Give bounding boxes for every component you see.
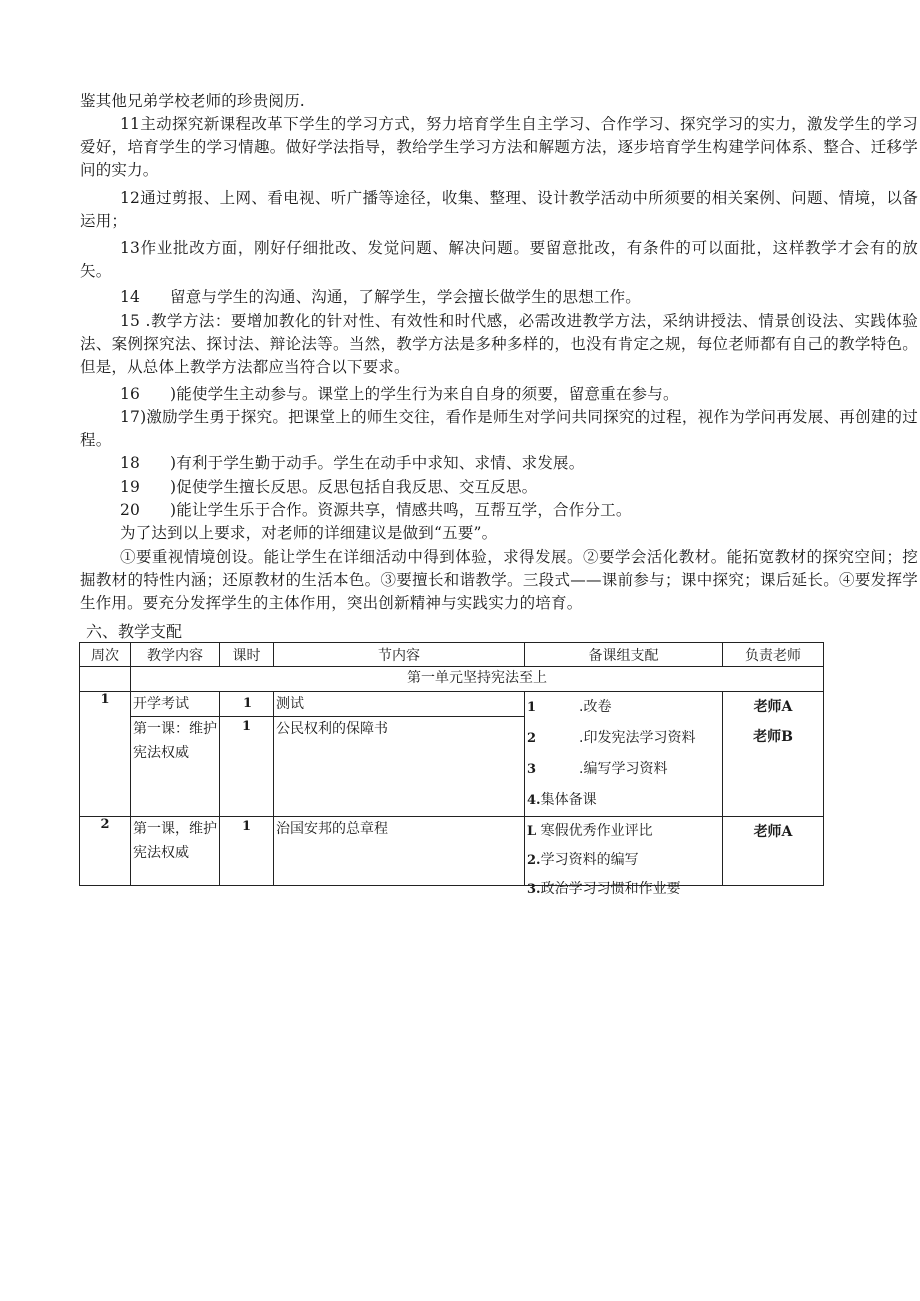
- header-section: 节内容: [274, 643, 525, 667]
- table-cell: 老师A: [753, 824, 793, 840]
- unit-row: [80, 667, 824, 692]
- week-number: 2: [80, 817, 131, 886]
- paragraph-15: 15 .教学方法：要增加教化的针对性、有效性和时代感，必需改进教学方法，采纳讲授法、情景创设法、实践体验法、案例探究法、探讨法、辩论法等。当然，教学方法是多种多样的，也没有肯定之规，每位老师都有自己的教学特色。但是，从总体上教学方法都应当符合以下要求。: [80, 312, 918, 376]
- paragraph-11: 11主动探究新课程改革下学生的学习方式，努力培育学生自主学习、合作学习、探究学习的实力，激发学生的学习爱好，培育学生的学习情趣。做好学法指导，教给学生学习方法和解题方法，逐步培育学生构建学问体系、整合、迁移学问的实力。: [80, 115, 918, 179]
- item-number: 19: [120, 478, 141, 496]
- table-cell: 1: [220, 692, 273, 717]
- item-number: 20: [120, 501, 141, 519]
- week-1-hours-cell: [220, 692, 274, 817]
- item-number: 14: [120, 288, 141, 306]
- week-1-section-cell: [274, 692, 525, 817]
- list-item: 4.集体备课: [527, 792, 597, 808]
- paragraph-18: 18 )有利于学生勤于动手。学生在动手中求知、求情、求发展。: [80, 452, 918, 475]
- header-hours: 课时: [220, 643, 274, 667]
- table-cell: 老师A: [753, 699, 793, 715]
- table-cell: 1: [241, 719, 252, 734]
- table-cell: 第一课，维护宪法权威: [133, 821, 217, 861]
- week-number: 1: [80, 692, 131, 817]
- paragraph-requirements-intro: 为了达到以上要求，对老师的详细建议是做到“五要”。: [120, 524, 498, 542]
- week-2-hours-cell: [220, 817, 274, 886]
- table-cell: 治国安邦的总章程: [276, 821, 388, 837]
- week-2-teacher-cell: [723, 817, 824, 886]
- prep-list-clipped: [525, 817, 722, 897]
- list-item: 3 .编写学习资料: [527, 761, 668, 777]
- table-cell: 老师B: [753, 729, 793, 745]
- table-header-row: [80, 643, 824, 667]
- paragraph-17: 17)激励学生勇于探究。把课堂上的师生交往，看作是师生对学问共同探究的过程，视作为学问再发展、再创建的过程。: [80, 408, 918, 449]
- week-1-teacher-cell: [723, 692, 824, 817]
- week-1-prep-cell: [525, 692, 723, 817]
- paragraph-16: 16 )能使学生主动参与。课堂上的学生行为来自自身的须要，留意重在参与。: [80, 383, 918, 406]
- table-cell: 开学考试: [131, 692, 219, 717]
- paragraph-five-requirements: ①要重视情境创设。能让学生在详细活动中得到体验，求得发展。②要学会活化教材。能拓宽教材的探究空间；挖掘教材的特性内涵；还原教材的生活本色。③要擅长和谐教学。三段式——课前参与；课中探究；课后延长。④要发挥学生作用。要充分发挥学生的主体作用，突出创新精神与实践实力的培育。: [80, 548, 918, 612]
- header-prep: 备课组支配: [525, 643, 723, 667]
- list-item: 2.学习资料的编写: [527, 852, 639, 868]
- list-item: 3.政治学习习惯和作业要: [527, 881, 681, 897]
- teaching-plan-table: [79, 642, 824, 897]
- week-2-section-cell: [274, 817, 525, 886]
- header-week: 周次: [80, 643, 131, 667]
- table-cell: 第一课：维护宪法权威: [133, 721, 217, 761]
- week-1-content-cell: [131, 692, 220, 817]
- section-title: 六、教学支配: [86, 622, 183, 641]
- list-item: L 寒假优秀作业评比: [527, 823, 653, 839]
- paragraph-13: 13作业批改方面，刚好仔细批改、发觉问题、解决问题。要留意批改，有条件的可以面批，这样教学才会有的放矢。: [80, 239, 918, 280]
- header-teacher: 负责老师: [723, 643, 824, 667]
- week-2-prep-cell: [525, 817, 723, 897]
- paragraph-19: 19 )促使学生擅长反思。反思包括自我反思、交互反思。: [80, 476, 918, 499]
- table-cell: 1: [241, 819, 252, 834]
- unit-row-blank: [80, 667, 131, 692]
- paragraph-20: 20 )能让学生乐于合作。资源共享，情感共鸣，互帮互学，合作分工。: [80, 499, 918, 522]
- table-row-week-1: [80, 692, 824, 817]
- list-item: 2 .印发宪法学习资料: [527, 730, 696, 746]
- header-content: 教学内容: [131, 643, 220, 667]
- list-item: 1 .改卷: [527, 699, 612, 715]
- item-number: 16: [120, 385, 141, 403]
- paragraph-intro-tail: 鉴其他兄弟学校老师的珍贵阅历.: [80, 92, 305, 110]
- table-row-week-2: [80, 817, 824, 886]
- week-2-content-cell: [131, 817, 220, 886]
- table-cell: 测试: [274, 692, 524, 717]
- paragraph-14: 14 留意与学生的沟通、沟通，了解学生，学会擅长做学生的思想工作。: [80, 286, 918, 309]
- paragraph-12: 12通过剪报、上网、看电视、听广播等途径，收集、整理、设计教学活动中所须要的相关案例、问题、情境，以备运用；: [80, 189, 918, 230]
- unit-title: 第一单元坚持宪法至上: [131, 667, 824, 692]
- table-cell: 公民权利的保障书: [276, 721, 388, 737]
- item-number: 18: [120, 454, 141, 472]
